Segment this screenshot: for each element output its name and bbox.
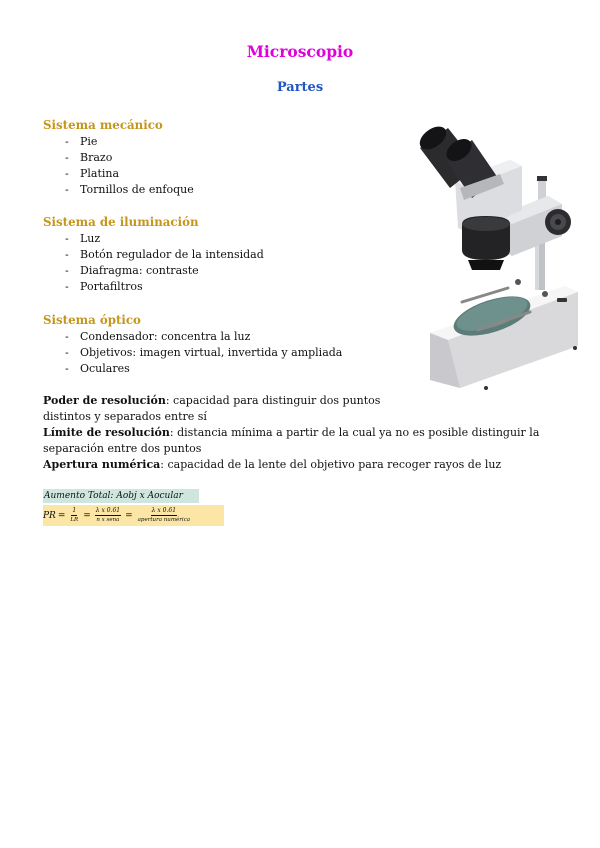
definition-text: : capacidad de la lente del objetivo para recoger rayos de luz bbox=[160, 458, 502, 471]
fraction-numerator: λ x 0.61 bbox=[151, 507, 177, 514]
definition-continuation: distintos y separados entre sí bbox=[43, 410, 207, 423]
definition-continuation: separación entre dos puntos bbox=[43, 442, 202, 455]
definition-term: Poder de resolución bbox=[43, 394, 166, 407]
section-sistema-iluminacion bbox=[43, 215, 423, 295]
list-item: - Botón regulador de la intensidad bbox=[65, 247, 423, 263]
fraction-denominator: LR bbox=[70, 517, 79, 523]
fraction-numerator: λ x 0.61 bbox=[95, 507, 121, 514]
microscope-illustration bbox=[400, 118, 590, 398]
equals-sign: = bbox=[125, 510, 133, 521]
list-item: - Condensador: concentra la luz bbox=[65, 329, 423, 345]
fraction-numerator: 1 bbox=[72, 507, 77, 514]
definition-term: Apertura numérica bbox=[43, 458, 161, 471]
list-item: - Tornillos de enfoque bbox=[65, 182, 423, 198]
equals-sign: = bbox=[57, 510, 66, 521]
fraction-2 bbox=[95, 507, 121, 524]
list-item: - Objetivos: imagen virtual, invertida y ampliada bbox=[65, 345, 423, 361]
list-item: - Oculares bbox=[65, 361, 423, 377]
fraction-denominator: apertura numérica bbox=[137, 517, 191, 523]
fraction-3 bbox=[137, 507, 191, 524]
section-sistema-optico bbox=[43, 313, 423, 377]
formula-aumento-total: Aumento Total: Aobj x Aocular bbox=[43, 489, 199, 503]
item-list bbox=[43, 329, 423, 377]
item-list bbox=[43, 231, 423, 295]
list-item: - Pie bbox=[65, 134, 423, 150]
definition-apertura-numerica bbox=[43, 457, 563, 473]
item-list bbox=[43, 134, 423, 198]
formula-lhs: PR bbox=[43, 510, 56, 521]
definition-limite-resolucion bbox=[43, 425, 563, 441]
formula-poder-resolucion bbox=[43, 505, 224, 526]
definitions bbox=[43, 393, 563, 473]
list-item: - Brazo bbox=[65, 150, 423, 166]
section-heading: Sistema mecánico bbox=[43, 118, 163, 132]
list-item: - Platina bbox=[65, 166, 423, 182]
list-item: - Portafiltros bbox=[65, 279, 423, 295]
section-sistema-mecanico bbox=[43, 118, 423, 198]
section-heading: Sistema de iluminación bbox=[43, 215, 199, 229]
fraction-denominator: n x sena bbox=[96, 517, 120, 523]
section-heading: Sistema óptico bbox=[43, 313, 141, 327]
definition-term: Límite de resolución bbox=[43, 426, 170, 439]
definition-text: : capacidad para distinguir dos puntos bbox=[165, 394, 381, 407]
list-item: - Diafragma: contraste bbox=[65, 263, 423, 279]
list-item: - Luz bbox=[65, 231, 423, 247]
equals-sign: = bbox=[83, 510, 91, 521]
page-title: Microscopio bbox=[246, 42, 354, 61]
fraction-1 bbox=[69, 507, 79, 524]
page-subtitle: Partes bbox=[276, 80, 324, 95]
definition-text: : distancia mínima a partir de la cual ya no es posible distinguir la bbox=[169, 426, 540, 439]
